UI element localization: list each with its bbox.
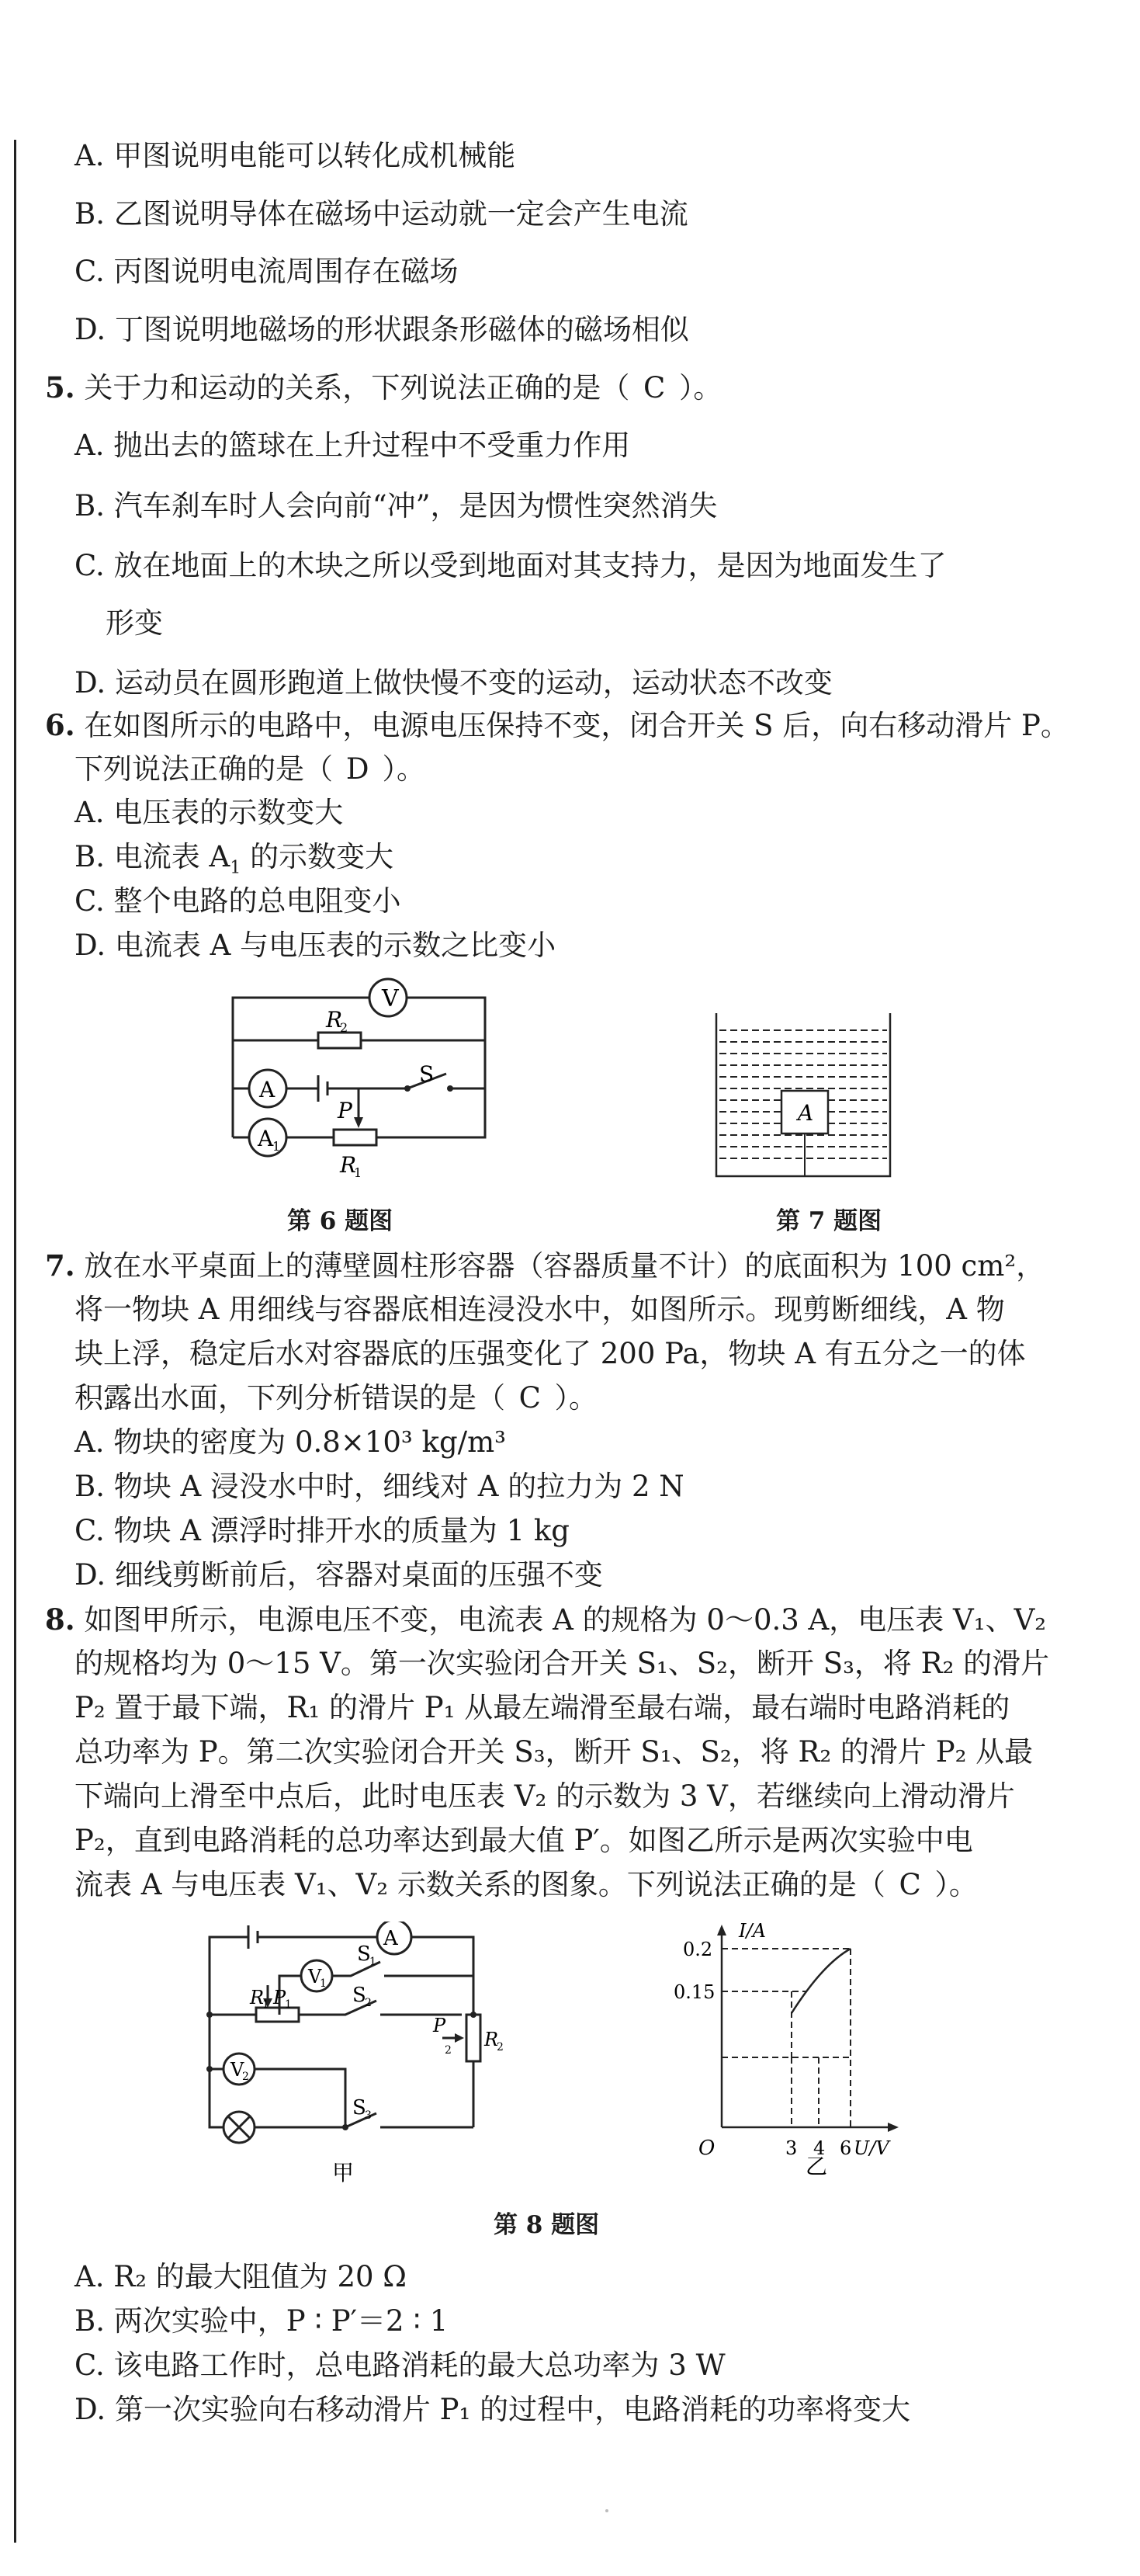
graph-x-tick-6: 6 (840, 2137, 852, 2159)
svg-text:1: 1 (320, 1977, 327, 1990)
svg-text:S: S (357, 1942, 371, 1966)
svg-text:1: 1 (369, 1956, 376, 1968)
q7-option-d: D. 细线剪断前后，容器对桌面的压强不变 (74, 1558, 603, 1592)
q8-line-7-text: 流表 A 与电压表 V₁、V₂ 示数关系的图象。下列说法正确的是（ (74, 1868, 885, 1901)
svg-text:2: 2 (365, 1997, 372, 2009)
q8-option-a: A. R₂ 的最大阻值为 20 Ω (74, 2260, 407, 2293)
svg-text:S: S (352, 1984, 366, 2007)
q8-line-3: P₂ 置于最下端，R₁ 的滑片 P₁ 从最左端滑至最右端，最右端时电路消耗的 (74, 1691, 1010, 1724)
q8-answer: C (899, 1868, 921, 1901)
svg-text:2: 2 (445, 2044, 452, 2057)
q8-line-5: 下端向上滑至中点后，此时电压表 V₂ 的示数为 3 V，若继续向上滑动滑片 (74, 1779, 1015, 1813)
q5-option-a: A. 抛出去的篮球在上升过程中不受重力作用 (74, 429, 631, 462)
resistor-r1-icon (334, 1130, 376, 1145)
q6-stem-line-1 (45, 707, 1069, 744)
q6-option-c: C. 整个电路的总电阻变小 (74, 884, 401, 918)
q5-stem-text: 关于力和运动的关系，下列说法正确的是（ (84, 371, 630, 404)
q8-line-1-text: 如图甲所示，电源电压不变，电流表 A 的规格为 0～0.3 A，电压表 V₁、V₂ (84, 1603, 1047, 1637)
q4-option-b: B. 乙图说明导体在磁场中运动就一定会产生电流 (74, 197, 688, 231)
q8-graph-yi (660, 1922, 908, 2178)
q8-line-6: P₂，直到电路消耗的总功率达到最大值 P′。如图乙所示是两次实验中电 (74, 1824, 973, 1857)
svg-text:1: 1 (285, 1998, 292, 2011)
q8-line-1 (45, 1602, 1046, 1638)
q8-option-d: D. 第一次实验向右移动滑片 P₁ 的过程中，电路消耗的功率将变大 (74, 2393, 911, 2426)
q8-line-2: 的规格均为 0～15 V。第一次实验闭合开关 S₁、S₂，断开 S₃，将 R₂ 的滑片 (74, 1647, 1050, 1680)
q7-line-1-text: 放在水平桌面上的薄壁圆柱形容器（容器质量不计）的底面积为 100 cm²， (84, 1249, 1045, 1283)
q6-option-b (74, 839, 393, 885)
q6-option-a: A. 电压表的示数变大 (74, 796, 344, 829)
q7-line-4-text: 积露出水面，下列分析错误的是（ (74, 1381, 505, 1415)
r2-label: R (326, 1007, 343, 1033)
figure-jia-label: 甲 (332, 2160, 355, 2185)
q6-stem-2: 下列说法正确的是（ (74, 752, 333, 786)
svg-text:2: 2 (242, 2071, 249, 2083)
q8-line-4: 总功率为 P。第二次实验闭合开关 S₃，断开 S₁、S₂，将 R₂ 的滑片 P₂ 从最 (74, 1735, 1034, 1769)
resistor-r2-icon (318, 1033, 361, 1048)
q5-stem (45, 370, 722, 406)
svg-text:V: V (308, 1966, 322, 1988)
q4-option-d: D. 丁图说明地磁场的形状跟条形磁体的磁场相似 (74, 313, 689, 346)
svg-text:2: 2 (497, 2041, 504, 2054)
graph-curve (792, 1949, 851, 2013)
svg-text:S: S (352, 2096, 366, 2119)
svg-text:A: A (383, 1927, 398, 1950)
svg-text:P: P (273, 1987, 286, 2008)
resistor-r2-icon (466, 2015, 480, 2061)
q8-number: 8. (45, 1602, 75, 1637)
svg-text:R: R (484, 2029, 499, 2050)
q8-option-b: B. 两次实验中，P ∶ P′＝2 ∶ 1 (74, 2304, 449, 2338)
q7-number: 7. (45, 1248, 75, 1283)
q8-line-7 (74, 1867, 978, 1903)
q6-option-d: D. 电流表 A 与电压表的示数之比变小 (74, 929, 556, 962)
q6-stem-end: ）。 (382, 752, 426, 786)
graph-x-axis-label: U/V (854, 2137, 889, 2159)
block-a-label: A (798, 1100, 814, 1126)
left-margin-rule (14, 140, 16, 2543)
q6-figure-caption: 第 6 题图 (287, 1207, 393, 1235)
ammeter-a1-label: A (258, 1126, 274, 1151)
q6-option-b-post: 的示数变大 (241, 840, 394, 873)
q4-option-a: A. 甲图说明电能可以转化成机械能 (74, 139, 516, 172)
graph-y-tick-1: 0.15 (674, 1981, 716, 2003)
ammeter-a-label: A (259, 1077, 275, 1102)
slider-p-label: P (338, 1098, 352, 1123)
svg-text:V: V (230, 2059, 244, 2081)
q7-option-a: A. 物块的密度为 0.8×10³ kg/m³ (74, 1425, 507, 1459)
q5-option-b: B. 汽车刹车时人会向前“冲”，是因为惯性突然消失 (74, 489, 718, 522)
q8-circuit-diagram-jia (186, 1922, 520, 2185)
q6-number: 6. (45, 708, 75, 742)
q5-stem-end: ）。 (678, 371, 722, 404)
q5-option-d: D. 运动员在圆形跑道上做快慢不变的运动，运动状态不改变 (74, 666, 833, 700)
q6-answer: D (345, 752, 369, 786)
q5-answer: C (643, 371, 666, 404)
graph-x-tick-4: 4 (813, 2137, 826, 2159)
svg-text:3: 3 (365, 2109, 372, 2122)
q4-option-c: C. 丙图说明电流周围存在磁场 (74, 255, 459, 288)
r1-sub: 1 (354, 1165, 362, 1180)
q7-option-b: B. 物块 A 浸没水中时，细线对 A 的拉力为 2 N (74, 1470, 684, 1503)
svg-text:R: R (250, 1987, 265, 2008)
q8-figure-caption: 第 8 题图 (494, 2211, 600, 2239)
q7-option-c: C. 物块 A 漂浮时排开水的质量为 1 kg (74, 1514, 570, 1547)
q6-stem-line-2 (74, 752, 425, 787)
r1-label: R (340, 1152, 357, 1178)
q6-stem-1: 在如图所示的电路中，电源电压保持不变，闭合开关 S 后，向右移动滑片 P。 (84, 709, 1069, 742)
q7-line-1 (45, 1248, 1045, 1284)
q6-option-b-sub: 1 (230, 857, 241, 878)
voltmeter-label: V (382, 985, 399, 1012)
svg-text:P: P (433, 2015, 446, 2036)
q7-line-4-end: ）。 (554, 1381, 598, 1415)
graph-y-axis-label: I/A (739, 1922, 766, 1942)
q7-line-2: 将一物块 A 用细线与容器底相连浸没水中，如图所示。现剪断细线，A 物 (74, 1293, 1005, 1326)
q6-circuit-diagram (210, 967, 504, 1192)
q7-container-diagram (702, 1005, 904, 1184)
q5-option-c: C. 放在地面上的木块之所以受到地面对其支持力，是因为地面发生了 (74, 549, 947, 582)
figure-yi-label: 乙 (806, 2154, 828, 2178)
q7-line-4 (74, 1380, 598, 1416)
q8-line-7-end: ）。 (934, 1868, 978, 1901)
graph-x-tick-3: 3 (785, 2137, 798, 2159)
q7-line-3: 块上浮，稳定后水对容器底的压强变化了 200 Pa，物块 A 有五分之一的体 (74, 1337, 1026, 1370)
q6-option-b-pre: B. 电流表 A (74, 840, 230, 873)
svg-text:1: 1 (262, 1998, 269, 2011)
switch-s-label: S (419, 1061, 435, 1087)
q5-number: 5. (45, 370, 75, 404)
r2-sub: 2 (340, 1020, 348, 1035)
q7-answer: C (518, 1381, 541, 1415)
q7-figure-caption: 第 7 题图 (776, 1207, 882, 1235)
ammeter-a1-sub: 1 (272, 1139, 281, 1154)
graph-origin-label: O (698, 2137, 716, 2160)
q8-option-c: C. 该电路工作时，总电路消耗的最大总功率为 3 W (74, 2349, 726, 2382)
graph-y-tick-0: 0.2 (683, 1939, 713, 1960)
scan-speck (605, 2509, 608, 2512)
q5-option-c-cont: 形变 (106, 606, 163, 640)
